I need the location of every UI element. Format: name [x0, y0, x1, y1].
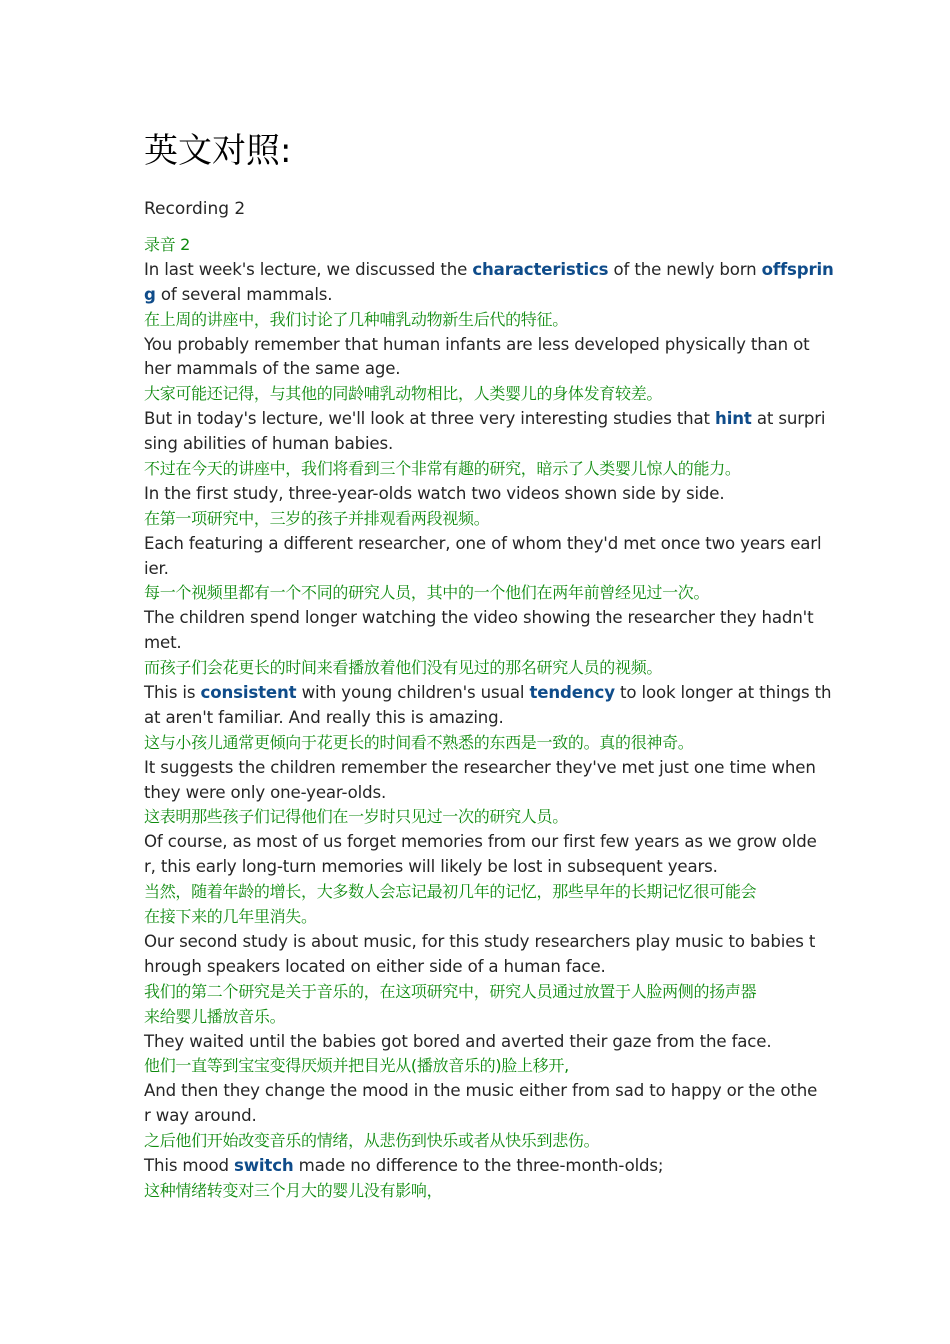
text-segment: with young children's usual — [296, 683, 530, 703]
chinese-translation-line — [144, 980, 808, 1005]
chinese-translation-line — [144, 507, 808, 532]
text-segment: 他们一直等到宝宝变得厌烦并把目光从(播放音乐的)脸上移开, — [144, 1056, 569, 1076]
english-text-line — [144, 855, 808, 880]
text-segment: at surpri — [751, 409, 826, 429]
text-segment: r way around. — [144, 1106, 257, 1126]
vocabulary-keyword: hint — [715, 409, 752, 429]
text-segment: Of course, as most of us forget memories from our first few years as we grow olde — [144, 832, 817, 852]
vocabulary-keyword: tendency — [529, 683, 615, 703]
text-segment: 在上周的讲座中，我们讨论了几种哺乳动物新生后代的特征。 — [144, 309, 568, 329]
english-text-line — [144, 781, 808, 806]
text-segment: In the first study, three-year-olds watch two videos shown side by side. — [144, 483, 725, 503]
text-segment: 这种情绪转变对三个月大的婴儿没有影响， — [144, 1180, 443, 1200]
text-segment: It suggests the children remember the researcher they've met just one time when — [144, 757, 816, 777]
text-segment: met. — [144, 633, 182, 653]
english-text-line — [144, 258, 834, 283]
text-segment: This mood — [144, 1155, 234, 1175]
vocabulary-keyword: characteristics — [472, 259, 609, 279]
text-segment: 每一个视频里都有一个不同的研究人员，其中的一个他们在两年前曾经见过一次。 — [144, 583, 710, 603]
chinese-translation-line — [144, 1129, 808, 1154]
english-text-line — [144, 1079, 818, 1104]
text-segment: Each featuring a different researcher, one of whom they'd met once two years earl — [144, 533, 822, 553]
english-text-line — [144, 930, 816, 955]
chinese-translation-line — [144, 880, 808, 905]
text-segment: 我们的第二个研究是关于音乐的，在这项研究中，研究人员通过放置于人脸两侧的扬声器 — [144, 981, 757, 1001]
chinese-translation-line — [144, 1005, 808, 1030]
text-segment: r, this early long-turn memories will likely be lost in subsequent years. — [144, 857, 718, 877]
chinese-translation-line — [144, 457, 808, 482]
vocabulary-keyword: consistent — [200, 683, 297, 703]
vocabulary-keyword: g — [144, 284, 156, 304]
chinese-translation-line — [144, 233, 808, 258]
english-text-line — [144, 631, 808, 656]
text-segment: 录音 2 — [144, 235, 191, 254]
text-segment: sing abilities of human babies. — [144, 434, 394, 454]
text-segment: her mammals of the same age. — [144, 359, 401, 379]
text-segment: 大家可能还记得，与其他的同龄哺乳动物相比，人类婴儿的身体发育较差。 — [144, 384, 663, 404]
english-text-line — [144, 830, 817, 855]
english-text-line — [144, 1104, 808, 1129]
text-segment: 之后他们开始改变音乐的情绪，从悲伤到快乐或者从快乐到悲伤。 — [144, 1131, 600, 1151]
text-segment: 这表明那些孩子们记得他们在一岁时只见过一次的研究人员。 — [144, 807, 568, 827]
text-segment: Our second study is about music, for this study researchers play music to babies t — [144, 931, 816, 951]
chinese-translation-line — [144, 805, 808, 830]
english-text-line — [144, 532, 822, 557]
vocabulary-keyword: offsprin — [761, 259, 834, 279]
text-segment: 不过在今天的讲座中，我们将看到三个非常有趣的研究，暗示了人类婴儿惊人的能力。 — [144, 459, 741, 479]
text-segment: 来给婴儿播放音乐。 — [144, 1006, 286, 1026]
text-segment: made no difference to the three-month-olds; — [293, 1155, 664, 1175]
chinese-translation-line — [144, 1179, 808, 1204]
chinese-translation-line — [144, 382, 808, 407]
text-segment: 当然，随着年龄的增长，大多数人会忘记最初几年的记忆，那些早年的长期记忆很可能会 — [144, 882, 757, 902]
text-segment: But in today's lecture, we'll look at three very interesting studies that — [144, 409, 716, 429]
chinese-translation-line — [144, 581, 808, 606]
chinese-translation-line — [144, 308, 808, 333]
english-text-line — [144, 482, 808, 507]
text-segment: to look longer at things th — [614, 683, 832, 703]
english-text-line — [144, 955, 808, 980]
text-segment: of the newly born — [608, 259, 762, 279]
english-text-line — [144, 681, 832, 706]
english-text-line — [144, 606, 814, 631]
text-segment: And then they change the mood in the music either from sad to happy or the othe — [144, 1081, 818, 1101]
english-text-line — [144, 432, 808, 457]
english-text-line — [144, 756, 816, 781]
english-text-line — [144, 333, 808, 358]
english-text-line — [144, 1030, 808, 1055]
chinese-translation-line — [144, 1054, 808, 1079]
english-text-line — [144, 557, 808, 582]
text-segment: hrough speakers located on either side of a human face. — [144, 956, 606, 976]
transcript-body — [144, 233, 834, 1204]
text-segment: ier. — [144, 558, 169, 578]
text-segment: This is — [144, 683, 201, 703]
english-text-line — [144, 407, 826, 432]
vocabulary-keyword: switch — [233, 1155, 294, 1175]
english-text-line — [144, 357, 808, 382]
text-segment: In last week's lecture, we discussed the — [144, 259, 473, 279]
chinese-translation-line — [144, 656, 808, 681]
text-segment: they were only one-year-olds. — [144, 782, 387, 802]
english-text-line — [144, 706, 808, 731]
text-segment: 这与小孩儿通常更倾向于花更长的时间看不熟悉的东西是一致的。真的很神奇。 — [144, 732, 694, 752]
text-segment: 在第一项研究中，三岁的孩子并排观看两段视频。 — [144, 508, 490, 528]
text-segment: The children spend longer watching the video showing the researcher they hadn't — [144, 608, 814, 628]
recording-heading: Recording 2 — [144, 199, 246, 219]
text-segment: You probably remember that human infants are less developed physically than ot — [144, 334, 810, 354]
english-text-line — [144, 1154, 808, 1179]
text-segment: of several mammals. — [155, 284, 333, 304]
english-text-line — [144, 283, 808, 308]
text-segment: 而孩子们会花更长的时间来看播放着他们没有见过的那名研究人员的视频。 — [144, 658, 663, 678]
chinese-translation-line — [144, 731, 808, 756]
document-title: 英文对照: — [144, 131, 292, 171]
text-segment: at aren't familiar. And really this is amazing. — [144, 707, 504, 727]
text-segment: 在接下来的几年里消失。 — [144, 907, 317, 927]
chinese-translation-line — [144, 905, 808, 930]
text-segment: They waited until the babies got bored and averted their gaze from the face. — [144, 1031, 772, 1051]
